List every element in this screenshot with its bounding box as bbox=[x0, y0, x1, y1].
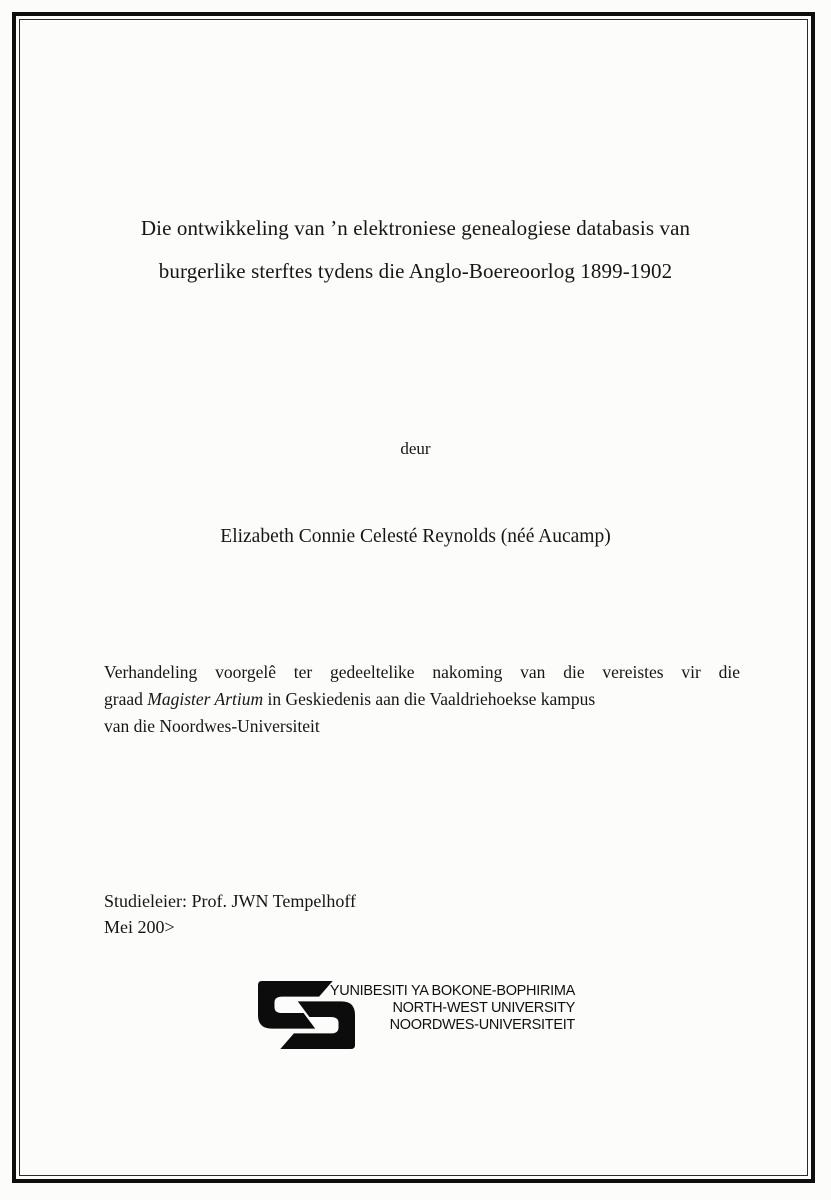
degree-statement-line2-suffix: in Geskiedenis aan die Vaaldriehoekse kampus bbox=[263, 689, 596, 709]
university-logo-wordmark bbox=[321, 983, 575, 1034]
university-name-setswana: YUNIBESITI YA BOKONE-BOPHIRIMA bbox=[329, 983, 575, 999]
degree-statement-line3: van die Noordwes-Universiteit bbox=[104, 716, 320, 736]
university-name-english: NORTH-WEST UNIVERSITY bbox=[392, 1000, 575, 1016]
university-name-afrikaans: NOORDWES-UNIVERSITEIT bbox=[389, 1017, 575, 1033]
supervisor-line: Studieleier: Prof. JWN Tempelhoff bbox=[104, 891, 357, 911]
thesis-title-line2: burgerlike sterftes tydens die Anglo-Boereoorlog 1899-1902 bbox=[158, 259, 673, 283]
date-line: Mei 200> bbox=[104, 917, 175, 937]
byline-label: deur bbox=[400, 439, 431, 458]
author-name: Elizabeth Connie Celesté Reynolds (néé Aucamp) bbox=[220, 526, 611, 547]
university-logo bbox=[255, 976, 585, 1056]
thesis-title-line1: Die ontwikkeling van ’n elektroniese genealogiese databasis van bbox=[140, 216, 691, 240]
degree-name-italic: Magister Artium bbox=[147, 689, 264, 709]
supervisor-block bbox=[104, 888, 356, 940]
degree-statement-line2 bbox=[104, 686, 740, 713]
degree-statement-line2-prefix: graad bbox=[104, 689, 148, 709]
degree-statement bbox=[104, 659, 740, 740]
thesis-title bbox=[40, 207, 791, 293]
degree-statement-line1: Verhandeling voorgelê ter gedeeltelike nakoming van die vereistes vir die bbox=[104, 662, 740, 682]
